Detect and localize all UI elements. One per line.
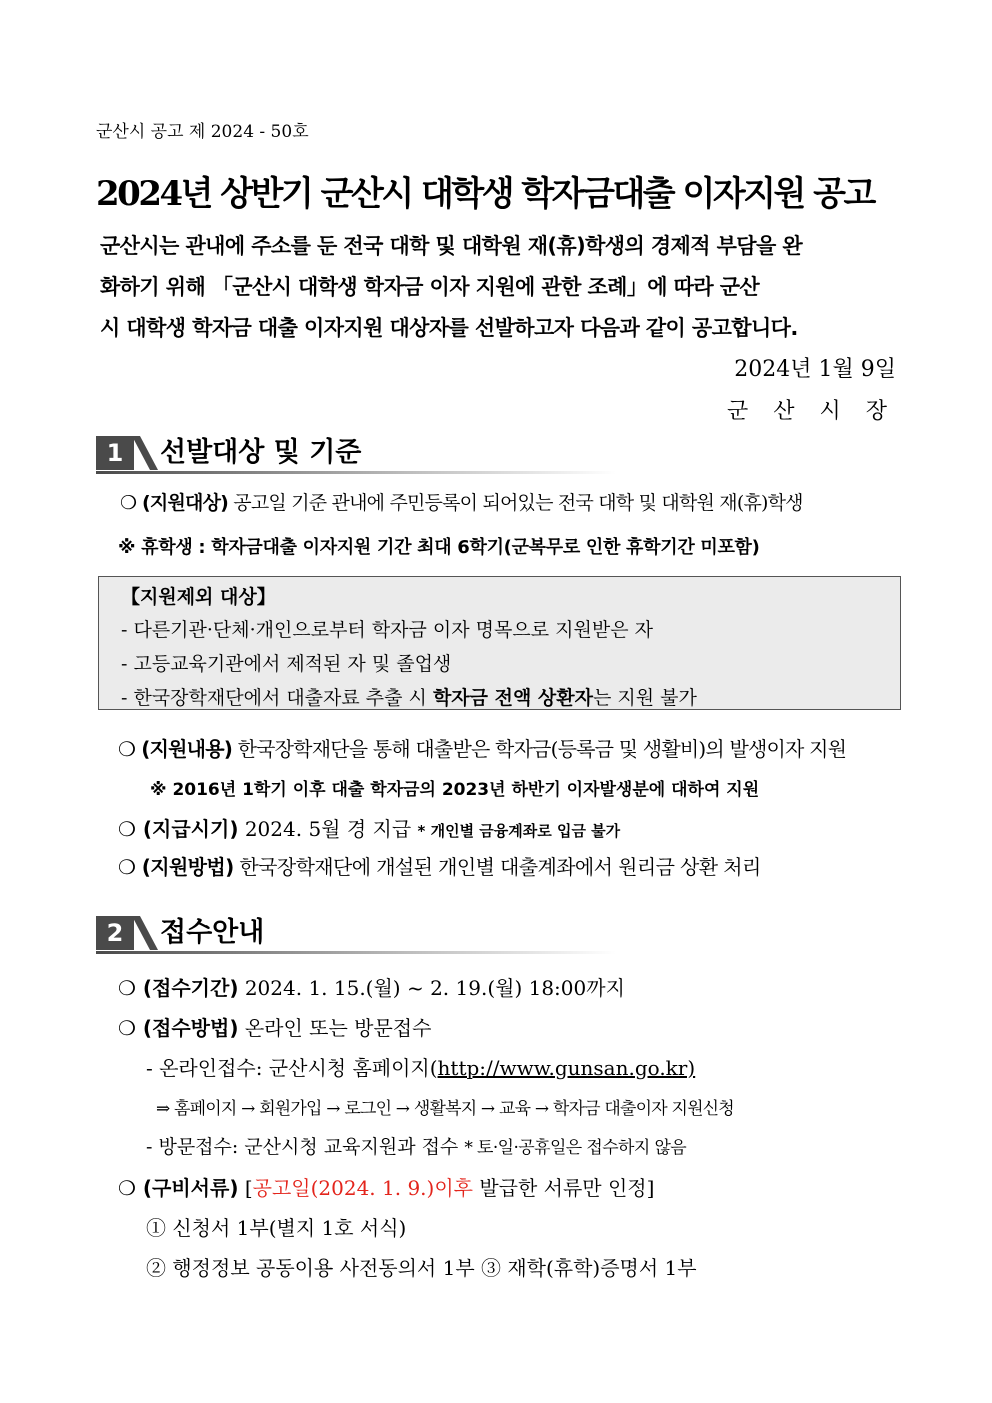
payment-text: 2024. 5월 경 지급 <box>238 817 418 841</box>
online-application-line <box>146 1052 695 1081</box>
leave-student-note: ※ 휴학생 : 학자금대출 이자지원 기간 최대 6학기(군복무로 인한 휴학기간 미포함) <box>118 537 760 558</box>
section-1-header <box>96 436 616 470</box>
method-line <box>118 851 761 880</box>
section-2-header <box>96 916 616 950</box>
online-application-path: ⇒ 홈페이지 → 회원가입 → 로그인 → 생활복지 → 교육 → 학자금 대출이자 지원신청 <box>156 1099 734 1119</box>
exclusion-item-3-emphasis: 학자금 전액 상환자 <box>432 687 593 709</box>
signer: 군 산 시 장 <box>727 399 896 424</box>
section-underline <box>96 951 616 954</box>
section-title: 선발대상 및 기준 <box>160 437 362 468</box>
exclusion-item: - 다른기관·단체·개인으로부터 학자금 이자 명목으로 지원받은 자 <box>121 619 653 641</box>
section-number-badge: 2 <box>96 916 134 950</box>
payment-label: ❍ (지급시기) <box>118 817 239 841</box>
intro-line-3: 시 대학생 학자금 대출 이자지원 대상자를 선발하고자 다음과 같이 공고합니다. <box>100 316 798 340</box>
application-method-line <box>118 1012 431 1041</box>
period-line <box>118 972 625 1001</box>
content-text: 한국장학재단을 통해 대출받은 학자금(등록금 및 생활비)의 발생이자 지원 <box>232 737 847 761</box>
visit-application-text: - 방문접수: 군산시청 교육지원과 접수 <box>146 1136 465 1158</box>
application-method-label: ❍ (접수방법) <box>118 1016 239 1040</box>
notice-date: 2024년 1월 9일 <box>734 357 896 382</box>
required-docs-date: 공고일(2024. 1. 9.)이후 <box>252 1176 473 1200</box>
content-note: ※ 2016년 1학기 이후 대출 학자금의 2023년 하반기 이자발생분에 대하여 지원 <box>150 780 760 800</box>
exclusion-box <box>98 576 901 710</box>
slash-icon <box>132 916 158 950</box>
target-line <box>120 488 803 515</box>
visit-application-line <box>146 1132 686 1159</box>
payment-note: * 개인별 금융계좌로 입금 불가 <box>417 822 621 840</box>
period-label: ❍ (접수기간) <box>118 976 239 1000</box>
content-label: ❍ (지원내용) <box>118 737 233 761</box>
intro-line-1: 군산시는 관내에 주소를 둔 전국 대학 및 대학원 재(휴)학생의 경제적 부담을 완 <box>100 234 803 258</box>
required-docs-open: [ <box>238 1176 253 1200</box>
method-label: ❍ (지원방법) <box>118 855 234 879</box>
exclusion-item <box>121 683 697 710</box>
online-application-text: - 온라인접수: 군산시청 홈페이지( <box>146 1056 438 1080</box>
required-doc-item: ① 신청서 1부(별지 1호 서식) <box>146 1216 407 1240</box>
intro-line-2: 화하기 위해 「군산시 대학생 학자금 이자 지원에 관한 조례」에 따라 군산 <box>100 275 760 299</box>
period-text: 2024. 1. 15.(월) ~ 2. 19.(월) 18:00까지 <box>238 976 625 1000</box>
visit-application-note: * 토·일·공휴일은 접수하지 않음 <box>464 1138 687 1158</box>
homepage-link[interactable]: http://www.gunsan.go.kr) <box>437 1056 696 1080</box>
section-number-badge: 1 <box>96 436 134 470</box>
section-title: 접수안내 <box>160 917 265 948</box>
required-docs-label: ❍ (구비서류) <box>118 1176 239 1200</box>
application-method-text: 온라인 또는 방문접수 <box>238 1016 432 1040</box>
exclusion-item-3-pre: - 한국장학재단에서 대출자료 추출 시 <box>121 687 433 709</box>
required-docs-line <box>118 1172 654 1201</box>
required-doc-item: ② 행정정보 공동이용 사전동의서 1부 ③ 재학(휴학)증명서 1부 <box>146 1256 697 1280</box>
target-label: ❍ (지원대상) <box>120 492 229 514</box>
exclusion-item: - 고등교육기관에서 제적된 자 및 졸업생 <box>121 653 452 675</box>
document-title: 2024년 상반기 군산시 대학생 학자금대출 이자지원 공고 <box>96 174 874 214</box>
exclusion-title: 【지원제외 대상】 <box>121 586 276 608</box>
content-line <box>118 733 846 762</box>
section-underline <box>96 471 616 474</box>
required-docs-close: 발급한 서류만 인정] <box>472 1176 655 1200</box>
notice-number: 군산시 공고 제 2024 - 50호 <box>96 122 309 142</box>
method-text: 한국장학재단에 개설된 개인별 대출계좌에서 원리금 상환 처리 <box>233 855 761 879</box>
target-text: 공고일 기준 관내에 주민등록이 되어있는 전국 대학 및 대학원 재(휴)학생 <box>228 492 803 514</box>
payment-line <box>118 813 620 842</box>
slash-icon <box>132 436 158 470</box>
exclusion-item-3-post: 는 지원 불가 <box>593 687 697 709</box>
